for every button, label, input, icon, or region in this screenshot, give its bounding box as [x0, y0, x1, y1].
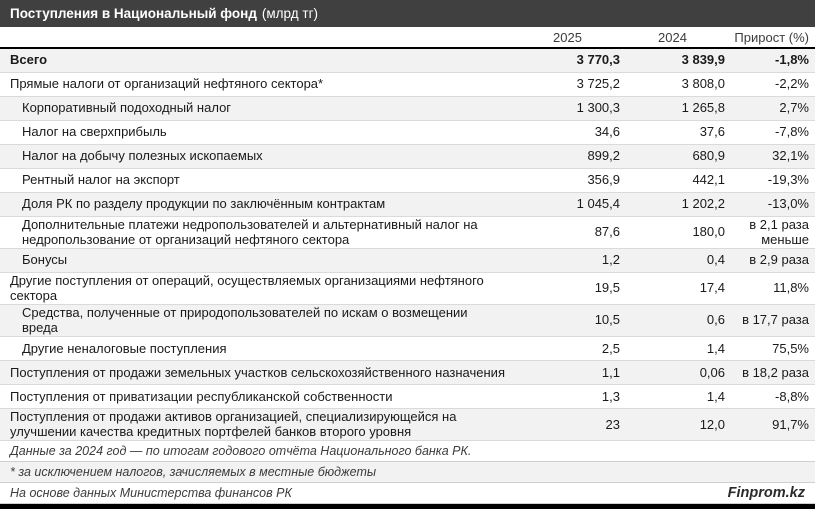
row-value-2024: 0,6: [706, 312, 725, 328]
row-label-cell: [10, 77, 515, 92]
page-title-unit: (млрд тг): [261, 6, 318, 21]
table-row: [0, 385, 815, 409]
row-value-2025: 87,6: [594, 224, 620, 240]
footnote-asterisk: [0, 462, 815, 483]
finprom-logo: Finprom.kz: [727, 485, 805, 502]
footnote-text: Данные за 2024 год — по итогам годового отчёта Национального банка РК.: [10, 444, 472, 459]
row-growth: в 2,9 раза: [749, 252, 809, 268]
table-row: [0, 169, 815, 193]
footnote-data-source: [0, 441, 815, 462]
row-growth: -13,0%: [767, 196, 809, 212]
row-growth: 2,7%: [779, 100, 809, 116]
row-value-2025: 3 725,2: [576, 76, 620, 92]
row-value-2024: 1 265,8: [681, 100, 725, 116]
table-row: [0, 337, 815, 361]
row-value-2024: 3 839,9: [681, 52, 725, 68]
row-label-cell: [10, 173, 515, 188]
row-label: Поступления от продажи земельных участков сельскохозяйственного назначения: [10, 364, 505, 380]
row-value-2024: 1,4: [706, 340, 725, 356]
table-body: [0, 49, 815, 441]
row-value-2025: 899,2: [587, 148, 620, 164]
row-value-2025: 10,5: [594, 312, 620, 328]
row-value-2024: 0,06: [699, 364, 725, 380]
row-growth: -19,3%: [767, 172, 809, 188]
row-growth: 32,1%: [772, 148, 809, 164]
row-label: Налог на добычу полезных ископаемых: [22, 148, 263, 164]
table-row: [0, 193, 815, 217]
row-label-cell: [10, 149, 515, 164]
row-value-2025: 1,1: [601, 364, 620, 380]
row-label-cell: [10, 53, 515, 68]
row-label: Корпоративный подоходный налог: [22, 100, 232, 116]
table-row: [0, 49, 815, 73]
footnote-text: * за исключением налогов, зачисляемых в местные бюджеты: [10, 465, 377, 480]
table-row: [0, 249, 815, 273]
row-value-2024: 680,9: [692, 148, 725, 164]
row-value-2025: 34,6: [594, 124, 620, 140]
row-label-cell: [10, 390, 515, 405]
row-growth: -2,2%: [775, 76, 809, 92]
row-value-2025: 1 045,4: [576, 196, 620, 212]
row-value-2025: 3 770,3: [576, 52, 620, 68]
row-growth: в 2,1 раза меньше: [749, 217, 809, 247]
row-label: Другие неналоговые поступления: [22, 340, 227, 356]
row-value-2025: 23: [605, 416, 620, 432]
bottom-bar: [0, 504, 815, 509]
row-label: Дополнительные платежи недропользователей и альтернативный налог на недропользование от организаций нефтяного сектора: [22, 217, 478, 247]
row-growth: 75,5%: [772, 340, 809, 356]
row-growth: в 17,7 раза: [742, 312, 809, 328]
row-label: Доля РК по разделу продукции по заключённым контрактам: [22, 196, 386, 212]
row-growth: 91,7%: [772, 416, 809, 432]
source-text: На основе данных Министерства финансов РК: [10, 486, 292, 501]
footer-source-row: [0, 483, 815, 504]
row-label-cell: [10, 274, 515, 303]
row-label: Поступления от приватизации республиканской собственности: [10, 388, 393, 404]
column-header-row: [0, 27, 815, 49]
row-label-cell: [10, 306, 515, 335]
column-header-2025: 2025: [553, 29, 582, 45]
row-value-2025: 1,3: [601, 388, 620, 404]
row-value-2024: 3 808,0: [681, 76, 725, 92]
row-label: Всего: [10, 52, 48, 68]
row-growth: -1,8%: [775, 52, 809, 68]
row-value-2025: 356,9: [587, 172, 620, 188]
row-value-2025: 19,5: [594, 280, 620, 296]
row-label: Прямые налоги от организаций нефтяного сектора*: [10, 76, 324, 92]
table-row: [0, 73, 815, 97]
row-label: Рентный налог на экспорт: [22, 172, 180, 188]
row-label-cell: [10, 253, 515, 268]
row-label-cell: [10, 342, 515, 357]
row-label-cell: [10, 125, 515, 140]
table-row: [0, 121, 815, 145]
table-row: [0, 361, 815, 385]
table-row: [0, 409, 815, 441]
row-label: Поступления от продажи активов организацией, специализирующейся на улучшении качества кредитных портфелей банков второго уровня: [10, 409, 457, 439]
row-label-cell: [10, 197, 515, 212]
row-label: Средства, полученные от природопользователей по искам о возмещении вреда: [22, 305, 468, 335]
row-value-2024: 37,6: [699, 124, 725, 140]
table-row: [0, 305, 815, 337]
row-label-cell: [10, 366, 515, 381]
row-value-2024: 180,0: [692, 224, 725, 240]
title-bar: [0, 0, 815, 27]
row-value-2025: 1 300,3: [576, 100, 620, 116]
row-value-2025: 2,5: [601, 340, 620, 356]
row-value-2024: 0,4: [706, 252, 725, 268]
row-label-cell: [10, 101, 515, 116]
column-header-2024: 2024: [658, 29, 687, 45]
row-label: Другие поступления от операций, осуществляемых организациями нефтяного сектора: [10, 273, 484, 303]
row-value-2024: 12,0: [699, 416, 725, 432]
row-growth: в 18,2 раза: [742, 364, 809, 380]
row-growth: -7,8%: [775, 124, 809, 140]
row-growth: 11,8%: [773, 280, 809, 296]
row-value-2025: 1,2: [601, 252, 620, 268]
table-row: [0, 273, 815, 305]
row-value-2024: 442,1: [692, 172, 725, 188]
row-label: Бонусы: [22, 252, 68, 268]
table-row: [0, 97, 815, 121]
row-value-2024: 17,4: [699, 280, 725, 296]
row-value-2024: 1 202,2: [681, 196, 725, 212]
page-title: Поступления в Национальный фонд: [10, 6, 257, 21]
row-value-2024: 1,4: [706, 388, 725, 404]
table-row: [0, 217, 815, 249]
table-row: [0, 145, 815, 169]
column-header-growth: Прирост (%): [734, 29, 809, 45]
row-label-cell: [10, 410, 515, 439]
row-label-cell: [10, 218, 515, 247]
row-label: Налог на сверхприбыль: [22, 124, 167, 140]
row-growth: -8,8%: [775, 388, 809, 404]
